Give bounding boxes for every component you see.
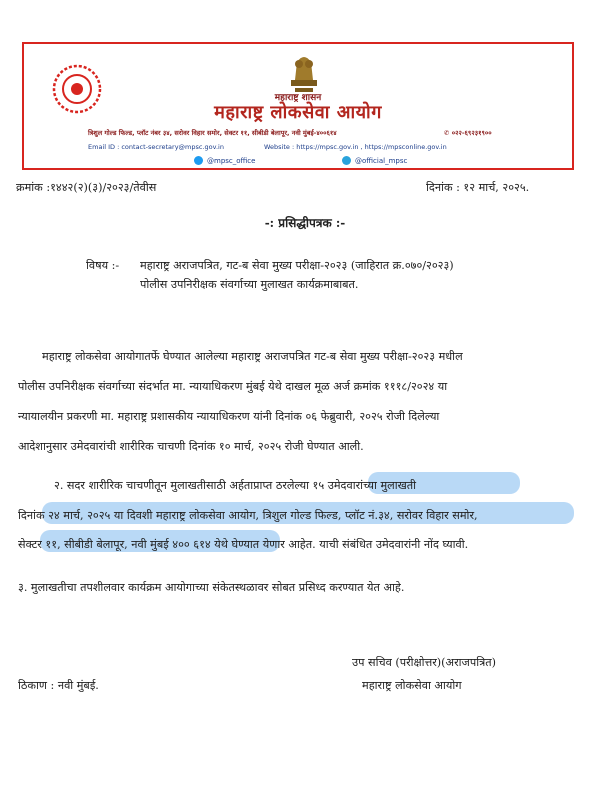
phone-icon: ✆ <box>444 129 452 137</box>
para1-line-2: पोलीस उपनिरीक्षक संवर्गाच्या संदर्भात मा. न्यायाधिकरण मुंबई येथे दाखल मूळ अर्ज क्रमांक १११८/२०२४ या <box>18 380 448 393</box>
reference-number: क्रमांक :१४४२(२)(३)/२०२३/तेवीस <box>16 181 157 194</box>
commission-name: महाराष्ट्र लोकसेवा आयोग <box>214 102 382 123</box>
website-links[interactable]: Website : https://mpsc.gov.in , https://mpsconline.gov.in <box>264 143 447 151</box>
place: ठिकाण : नवी मुंबई. <box>18 679 99 692</box>
subject-label: विषय :- <box>86 259 120 272</box>
para2-line-2: दिनांक २४ मार्च, २०२५ या दिवशी महाराष्ट्र लोकसेवा आयोग, त्रिशुल गोल्ड फिल्ड, प्लॉट नं.३४, सरोवर विहार समोर, <box>18 509 478 522</box>
para1-line-1: महाराष्ट्र लोकसेवा आयोगातर्फे घेण्यात आलेल्या महाराष्ट्र अराजपत्रित गट-ब सेवा मुख्य परीक्षा-२०२३ मधील <box>42 350 463 363</box>
para1-line-4: आदेशानुसार उमेदवारांची शारीरिक चाचणी दिनांक १० मार्च, २०२५ रोजी घेण्यात आली. <box>18 440 364 453</box>
subject-line-2: पोलीस उपनिरीक्षक संवर्गाच्या मुलाखत कार्यक्रमाबाबत. <box>140 278 359 291</box>
twitter-handle[interactable]: @mpsc_office <box>194 156 255 165</box>
para3: ३. मुलाखतीचा तपशीलवार कार्यक्रम आयोगाच्या संकेतस्थळावर सोबत प्रसिध्द करण्यात येत आहे. <box>18 581 405 594</box>
para2-line-3: सेक्टर ११, सीबीडी बेलापूर, नवी मुंबई ४०० ६१४ येथे घेण्यात येणार आहेत. याची संबंधित उमेदवारांनी नोंद घ्यावी. <box>18 538 469 551</box>
para2-line-1: २. सदर शारीरिक चाचणीतून मुलाखतीसाठी अर्हताप्राप्त ठरलेल्या १५ उमेदवारांच्या मुलाखती <box>54 479 417 492</box>
twitter-icon <box>194 156 203 165</box>
document-title: -: प्रसिद्धीपत्रक :- <box>264 216 346 230</box>
signatory-organization: महाराष्ट्र लोकसेवा आयोग <box>362 679 462 692</box>
telegram-icon <box>342 156 351 165</box>
state-emblem-icon <box>287 50 321 94</box>
document-date: दिनांक : १२ मार्च, २०२५. <box>426 181 530 194</box>
contact-email[interactable]: Email ID : contact-secretary@mpsc.gov.in <box>88 143 224 151</box>
office-address: त्रिशुल गोल्ड फिल्ड, प्लॉट नंबर ३४, सरोवर विहार समोर, सेक्टर ११, सीबीडी बेलापूर, नवी मुंबई-४००६१४ <box>88 129 337 137</box>
subject-line-1: महाराष्ट्र अराजपत्रित, गट-ब सेवा मुख्य परीक्षा-२०२३ (जाहिरात क्र.०७०/२०२३) <box>140 259 454 272</box>
government-name: महाराष्ट्र शासन <box>274 93 322 103</box>
letterhead <box>22 42 574 170</box>
para1-line-3: न्यायालयीन प्रकरणी मा. महाराष्ट्र प्रशासकीय न्यायाधिकरण यांनी दिनांक ०६ फेब्रुवारी, २०२५ रोजी दिलेल्या <box>18 410 440 423</box>
office-phone: ✆ ०२२-६९२३१९०० <box>444 129 492 137</box>
signatory-designation: उप सचिव (परीक्षोत्तर)(अराजपत्रित) <box>352 656 497 669</box>
telegram-handle[interactable]: @official_mpsc <box>342 156 407 165</box>
